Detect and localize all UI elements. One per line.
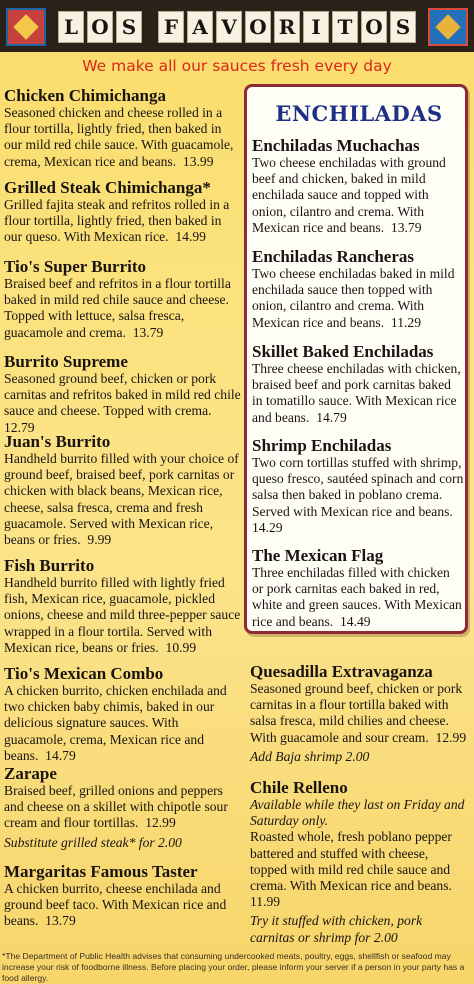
item-price: 14.29 <box>252 519 283 535</box>
item-name: Burrito Supreme <box>4 352 128 371</box>
item-name: Tio's Mexican Combo <box>4 664 164 683</box>
section-title: ENCHILADAS <box>275 101 443 126</box>
item-description: Handheld burrito filled with lightly fried fish, Mexican rice, guacamole, pickled onions, cheese and mild three-pepper sauce wrapped in a flour tortila. Served with Mexican rice, beans or fries. <box>4 575 241 655</box>
menu-item <box>4 86 242 170</box>
item-price: 14.49 <box>339 613 371 629</box>
item-price: 11.99 <box>250 894 281 910</box>
item-price: 13.79 <box>45 913 76 929</box>
menu-item <box>4 764 242 851</box>
menu-item <box>4 432 242 548</box>
item-description: Two corn tortillas stuffed with shrimp, queso fresco, sautéed spinach and corn salsa then baked in poblano crema. Served with Mexican rice and beans. <box>252 455 464 519</box>
title-letter: I <box>303 11 329 43</box>
title-letter: A <box>187 11 213 43</box>
item-name: Quesadilla Extravaganza <box>250 662 433 681</box>
item-name: Enchiladas Rancheras <box>252 247 414 266</box>
decorative-tile-icon <box>428 8 468 46</box>
item-description: Three enchiladas filled with chicken or pork carnitas each baked in red, white and green sauces. With Mexican rice and beans. <box>252 565 462 629</box>
item-description: Braised beef and refritos in a flour tortilla baked in mild red chile sauce and cheese. Topped with lettuce, salsa fresca, guacamole and crema. <box>4 276 231 340</box>
title-letter: T <box>332 11 358 43</box>
item-description: Grilled fajita steak and refritos rolled in a flour tortilla, lightly fried, then baked in our queso. With Mexican rice. <box>4 197 230 245</box>
title-letter: S <box>116 11 142 43</box>
item-description: Two cheese enchiladas with ground beef and chicken, baked in mild enchilada sauce and topped with onion, cilantro and crema. With Mexican rice and beans. <box>252 155 446 235</box>
menu-item <box>252 546 464 630</box>
item-name: Chile Relleno <box>250 778 348 797</box>
item-description: Three cheese enchiladas with chicken, braised beef and pork carnitas baked in tomatillo sauce. With Mexican rice and beans. <box>252 361 461 425</box>
item-price: 13.79 <box>132 324 164 340</box>
item-name: Grilled Steak Chimichanga* <box>4 178 211 197</box>
title-letter: O <box>361 11 387 43</box>
menu-item <box>252 136 464 236</box>
menu-item <box>4 257 242 341</box>
page-title <box>58 11 416 43</box>
menu-item <box>252 342 464 426</box>
item-price: 13.99 <box>182 153 214 169</box>
item-description: Two cheese enchiladas baked in mild enchilada sauce then topped with onion, cilantro and crema. With Mexican rice and beans. <box>252 266 455 330</box>
item-name: Fish Burrito <box>4 556 95 575</box>
item-price: 12.79 <box>4 419 35 435</box>
item-price: 9.99 <box>87 532 112 548</box>
item-availability: Available while they last on Friday and Saturday only. <box>250 797 465 829</box>
item-description: Seasoned chicken and cheese rolled in a flour tortilla, lightly fried, then baked in our mild red chile sauce. With guacamole, crema, Mexican rice and beans. <box>4 105 234 169</box>
title-letter: O <box>245 11 271 43</box>
title-letter: S <box>390 11 416 43</box>
menu-item <box>4 352 242 436</box>
item-note: Add Baja shrimp 2.00 <box>250 748 370 764</box>
item-name: Skillet Baked Enchiladas <box>252 342 434 361</box>
item-description: Handheld burrito filled with your choice of ground beef, braised beef, pork carnitas or chicken with black beans, Mexican rice, cheese, salsa fresca, crema and fresh guacamole. Served with Mexican rice, beans or fries. <box>4 451 239 548</box>
item-name: Juan's Burrito <box>4 432 111 451</box>
item-price: 14.79 <box>316 409 347 425</box>
item-name: The Mexican Flag <box>252 546 384 565</box>
item-note: Substitute grilled steak* for 2.00 <box>4 834 182 850</box>
title-letter: F <box>158 11 184 43</box>
menu-item <box>4 664 242 764</box>
item-name: Chicken Chimichanga <box>4 86 166 105</box>
item-note: Try it stuffed with chicken, pork carnitas or shrimp for 2.00 <box>250 913 423 945</box>
header-banner <box>0 0 474 52</box>
item-price: 12.99 <box>435 729 467 745</box>
item-name: Enchiladas Muchachas <box>252 136 420 155</box>
menu-item <box>4 862 242 930</box>
item-price: 10.99 <box>165 639 197 655</box>
item-description: Roasted whole, fresh poblano pepper battered and stuffed with cheese, topped with mild red chile sauce and crema. With Mexican rice and beans. <box>250 829 452 894</box>
health-disclaimer: *The Department of Public Health advises that consuming undercooked meats, poultry, eggs, shellfish or seafood may increase your risk of foodborne illness. Before placing your order, please inform your server if a person in your party has a food allergy. <box>2 951 465 983</box>
menu-item <box>4 178 242 246</box>
title-space <box>145 11 155 41</box>
item-description: Braised beef, grilled onions and peppers and cheese on a skillet with chipotle sour cream and flour tortillas. <box>4 783 228 831</box>
item-price: 14.79 <box>45 747 76 763</box>
item-price: 13.79 <box>390 219 422 235</box>
item-name: Shrimp Enchiladas <box>252 436 392 455</box>
item-price: 12.99 <box>145 815 176 831</box>
item-description: Seasoned ground beef, chicken or pork carnitas in a flour tortilla baked with salsa fresca, mild chilies and cheese. With guacamole and sour cream. <box>250 681 463 745</box>
item-name: Zarape <box>4 764 57 783</box>
title-letter: O <box>87 11 113 43</box>
menu-item <box>252 436 464 536</box>
menu-item <box>250 662 468 765</box>
tagline: We make all our sauces fresh every day <box>82 57 392 75</box>
item-description: A chicken burrito, chicken enchilada and two chicken baby chimis, baked in our delicious signature sauces. With guacamole, crema, Mexican rice and beans. <box>4 683 227 763</box>
title-letter: V <box>216 11 242 43</box>
item-name: Tio's Super Burrito <box>4 257 147 276</box>
decorative-tile-icon <box>6 8 46 46</box>
menu-item <box>250 778 468 946</box>
item-name: Margaritas Famous Taster <box>4 862 198 881</box>
title-letter: L <box>58 11 84 43</box>
item-description: Seasoned ground beef, chicken or pork carnitas and refritos baked in mild red chile sauce and cheese. Topped with crema. <box>4 371 241 419</box>
menu-item <box>252 247 464 331</box>
item-price: 11.29 <box>390 314 421 330</box>
item-price: 14.99 <box>175 229 206 245</box>
item-description: A chicken burrito, cheese enchilada and ground beef taco. With Mexican rice and beans. <box>4 881 227 929</box>
title-letter: R <box>274 11 300 43</box>
menu-item <box>4 556 242 656</box>
